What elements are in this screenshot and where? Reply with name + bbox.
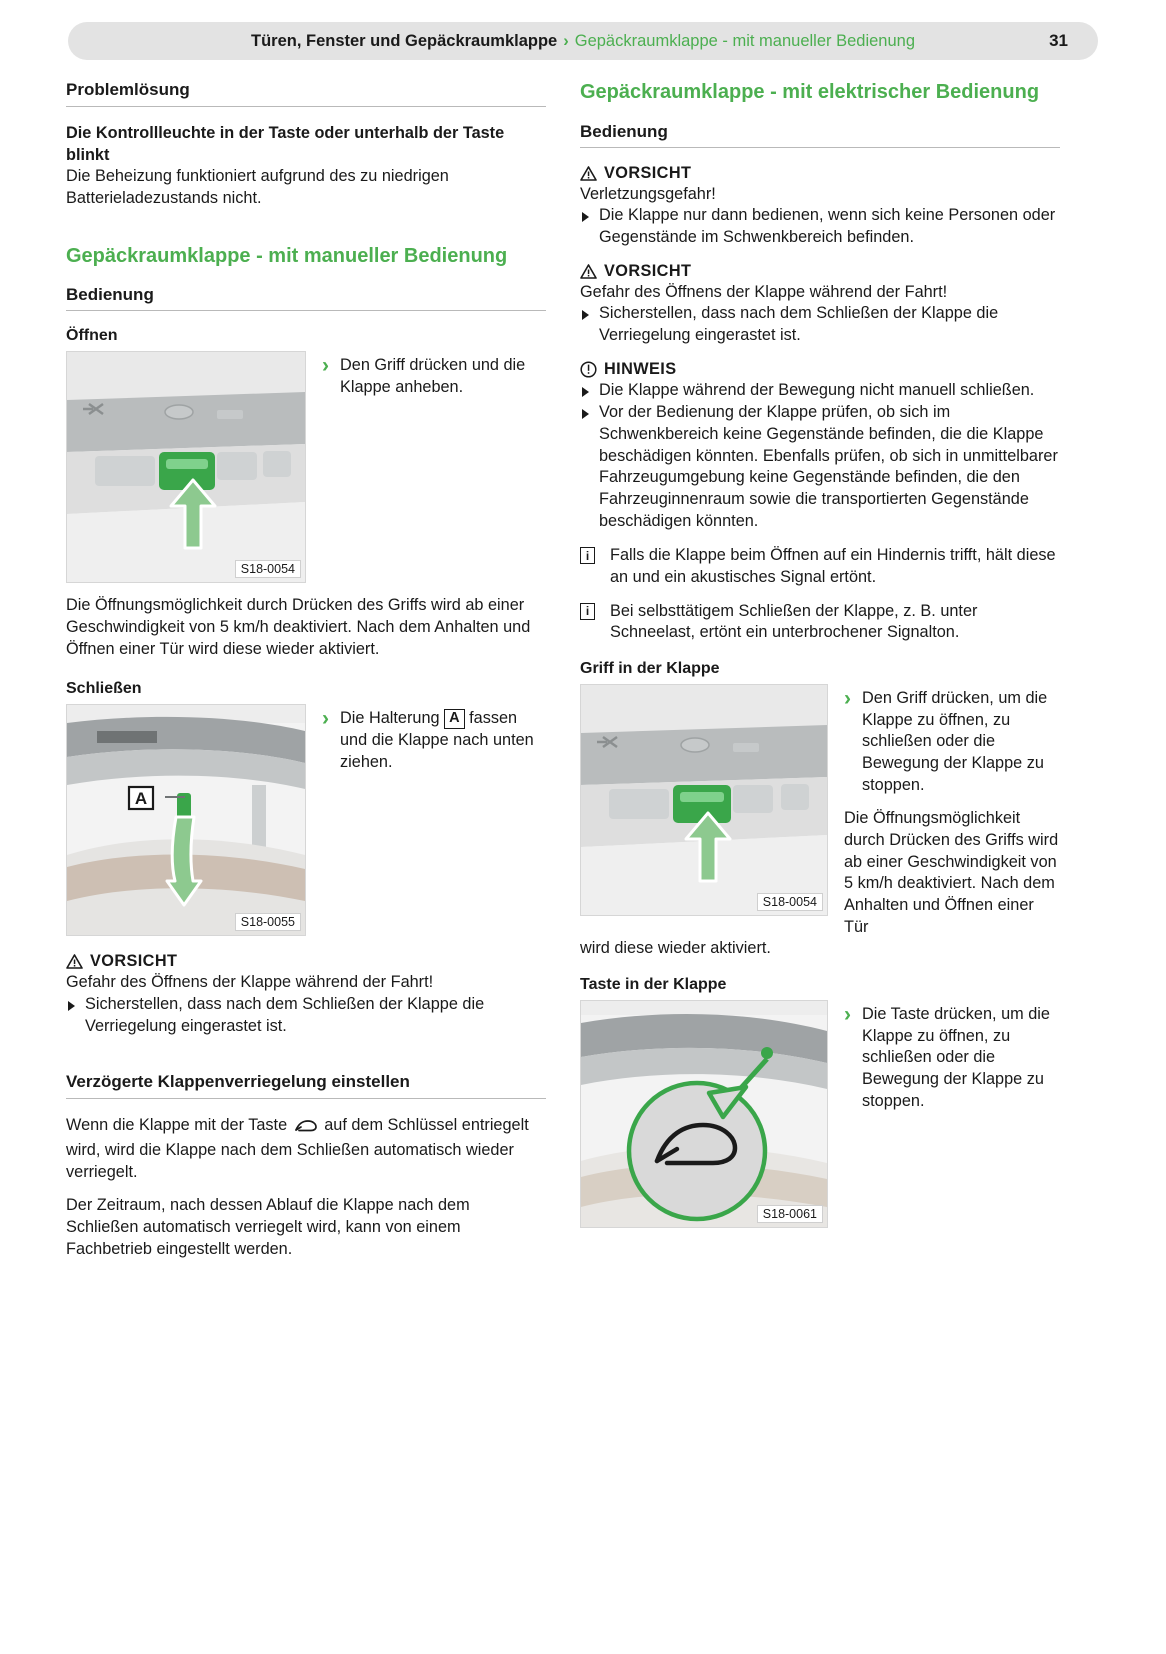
page-header [68,22,1098,60]
figure-handle-caption [844,684,1060,938]
notice-bullet-1: Die Klappe während der Bewegung nicht manuell schließen. [580,380,1060,402]
problem-lead-text: Die Kontrollleuchte in der Taste oder unterhalb der Taste blinkt [66,124,505,164]
figure-handle-block [580,684,1060,938]
figure-handle-illustration [581,685,827,915]
close-instruction-bullet [322,708,546,773]
caution1-text: Verletzungsgefahr! [580,184,716,203]
figure-close-code: S18-0055 [235,913,301,931]
caution1-title-row [580,164,1060,183]
close-instruction-post: fassen und die Klappe nach unten ziehen. [340,709,534,771]
figure-close-caption [322,704,546,936]
handle-speed-paragraph-tail: wird diese wieder aktiviert. [580,939,771,958]
heading-verzoegerte-klappenverriegelung: Verzögerte Klappenverriegelung einstellen [66,1072,546,1099]
heading-problemloesung: Problemlösung [66,80,546,107]
svg-text:A: A [134,789,148,809]
caution2-title: VORSICHT [604,261,692,280]
delay-paragraph-1 [66,1115,546,1183]
notice-bullet-2: Vor der Bedienung der Klappe prüfen, ob sich im Schwenkbereich keine Gegenstände befinden, die die Klappe beschädigen könnten. Ebenfalls prüfen, ob sich in unmittelbarer Fahrzeugumgebung keine Gegenstände befinden, die den Fahrzeuginnenraum sowie die transportierten Gegenstände beschädigen könnten. [580,402,1060,532]
figure-button-illustration [581,1001,827,1227]
info-icon: i [580,547,595,564]
info-text-2: Bei selbsttätigem Schließen der Klappe, z. B. unter Schneelast, ertönt ein unterbrochener Signalton. [610,601,978,642]
delay-paragraph-1-pre: Wenn die Klappe mit der Taste [66,1116,288,1135]
caution2-text: Gefahr des Öffnens der Klappe während der Fahrt! [580,282,948,301]
figure-close-illustration [67,705,305,935]
delay-paragraph-1-post: auf dem Schlüssel entriegelt wird, wird die Klappe nach dem Schließen automatisch wieder verriegelt. [66,1116,529,1181]
warning-triangle-icon [66,954,83,969]
figure-close-block [66,704,546,936]
left-column [66,80,546,1260]
caution-left-bullet: Sicherstellen, dass nach dem Schließen der Klappe die Verriegelung eingerastet ist. [66,994,546,1037]
figure-button-caption [844,1000,1060,1228]
heading-griff-in-der-klappe: Griff in der Klappe [580,660,720,678]
heading-schliessen: Schließen [66,680,142,698]
figure-open-block [66,351,546,583]
heading-taste-in-der-klappe: Taste in der Klappe [580,976,727,994]
handle-instruction-bullet: › Den Griff drücken, um die Klappe zu öffnen, zu schließen oder die Bewegung der Klappe zu stoppen. [844,688,1060,796]
open-speed-paragraph: Die Öffnungsmöglichkeit durch Drücken des Griffs wird ab einer Geschwindigkeit von 5 km/h deaktiviert. Nach dem Anhalten und Öffnen einer Tür wird diese wieder aktiviert. [66,596,531,658]
notice-title-row [580,360,1060,379]
open-instruction-bullet: › Den Griff drücken und die Klappe anheben. [322,355,546,398]
figure-handle [580,684,828,916]
figure-open-code: S18-0054 [235,560,301,578]
info-icon: i [580,603,595,620]
button-instruction-bullet: › Die Taste drücken, um die Klappe zu öffnen, zu schließen oder die Bewegung der Klappe zu stoppen. [844,1004,1060,1112]
notice-title: HINWEIS [604,359,677,378]
caution1-title: VORSICHT [604,163,692,182]
figure-close-holder [66,704,306,936]
figure-open-handle [66,351,306,583]
trunk-key-icon [294,1118,318,1140]
page-number: 31 [1049,31,1068,50]
info-block-1 [580,545,1060,588]
notice-circle-icon [580,361,597,378]
figure-button [580,1000,828,1228]
warning-triangle-icon [580,264,597,279]
handle-speed-paragraph: Die Öffnungsmöglichkeit durch Drücken des Griffs wird ab einer Geschwindigkeit von 5 km/h deaktiviert. Nach dem Anhalten und Öffnen einer Tür [844,809,1059,936]
info-block-2 [580,601,1060,644]
problem-body-text: Die Beheizung funktioniert aufgrund des zu niedrigen Batterieladezustands nicht. [66,167,449,208]
section-title-electric: Gepäckraumklappe - mit elektrischer Bedienung [580,81,1040,103]
delay-paragraph-2: Der Zeitraum, nach dessen Ablauf die Klappe nach dem Schließen automatisch verriegelt wird, kann von einem Fachbetrieb eingestellt werden. [66,1196,470,1258]
reference-letter-a: A [444,709,464,728]
caution2-title-row [580,262,1060,281]
caution-left-title: VORSICHT [90,952,178,971]
breadcrumb-sub: Gepäckraumklappe - mit manueller Bedienung [574,31,915,50]
figure-handle-code: S18-0054 [757,893,823,911]
heading-bedienung-left: Bedienung [66,285,546,311]
figure-button-code: S18-0061 [757,1205,823,1223]
info-text-1: Falls die Klappe beim Öffnen auf ein Hindernis trifft, hält diese an und ein akustisches Signal ertönt. [610,546,1056,586]
warning-triangle-icon [580,166,597,181]
caution2-bullet: Sicherstellen, dass nach dem Schließen der Klappe die Verriegelung eingerastet ist. [580,303,1060,346]
figure-open-handle-illustration [67,352,305,582]
heading-bedienung-right: Bedienung [580,122,1060,148]
caution-left-title-row [66,952,546,971]
heading-oeffnen: Öffnen [66,327,118,345]
caution-left-text: Gefahr des Öffnens der Klappe während der Fahrt! [66,973,434,992]
breadcrumb-main: Türen, Fenster und Gepäckraumklappe [250,31,558,50]
section-title-manual: Gepäckraumklappe - mit manueller Bedienung [66,244,508,267]
caution1-bullet: Die Klappe nur dann bedienen, wenn sich keine Personen oder Gegenstände im Schwenkbereich befinden. [580,205,1060,248]
figure-open-caption [322,351,546,583]
figure-button-block [580,1000,1060,1228]
right-column [580,80,1060,1228]
breadcrumb-separator-icon: › [563,31,569,50]
close-instruction-pre: Die Halterung [340,709,440,728]
